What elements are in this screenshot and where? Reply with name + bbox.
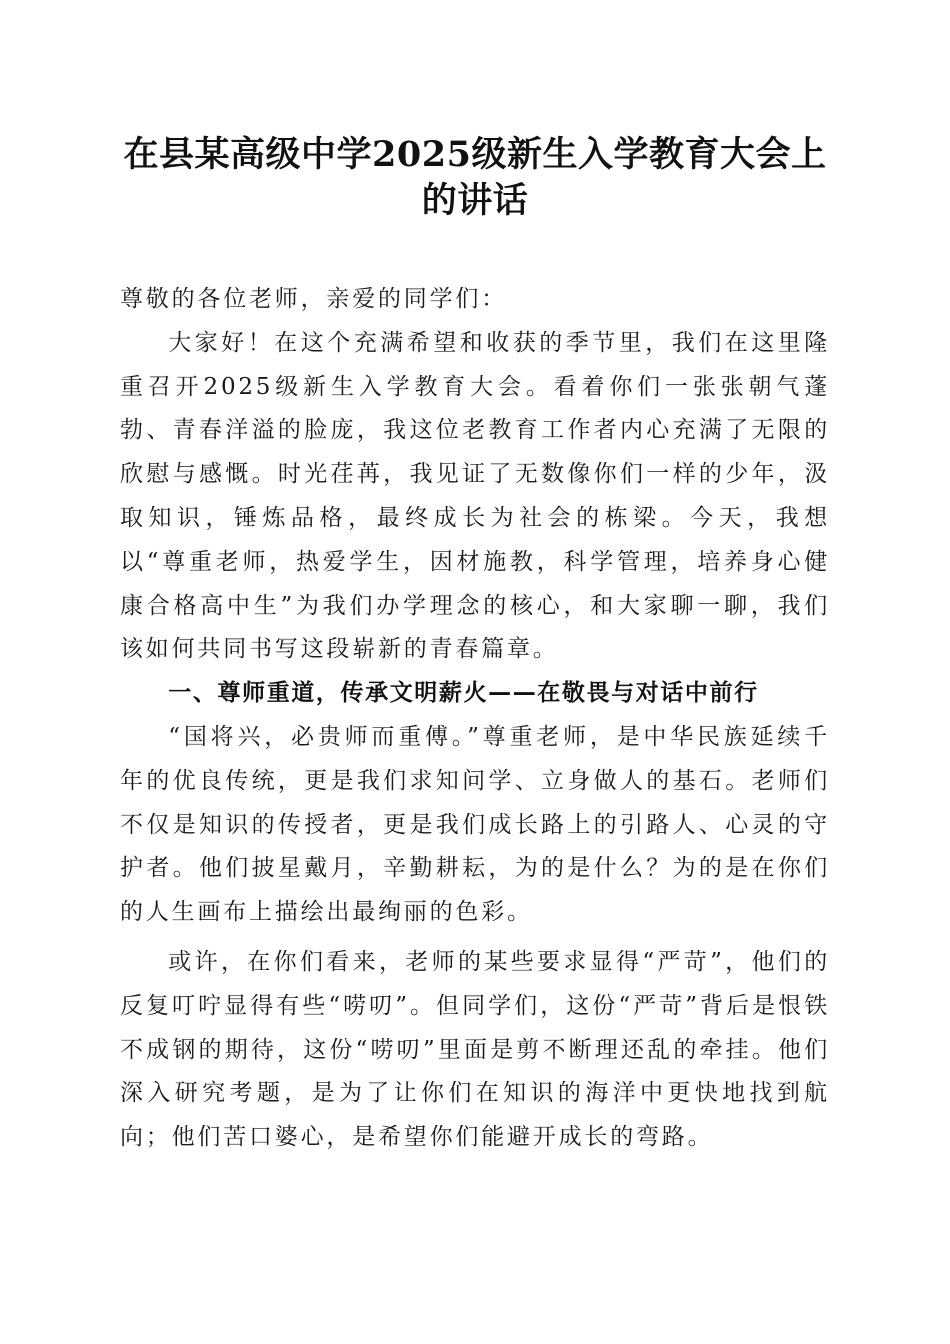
salutation: 尊敬的各位老师，亲爱的同学们：: [120, 286, 507, 312]
paragraph-opening: 大家好！在这个充满希望和收获的季节里，我们在这里隆重召开2025级新生入学教育大会。看着你们一张张朝气蓬勃、青春洋溢的脸庞，我这位老教育工作者内心充满了无限的欣慰与感慨。时光荏苒，我见证了无数像你们一样的少年，汲取知识，锤炼品格，最终成长为社会的栋梁。今天，我想以“尊重老师，热爱学生，因材施教，科学管理，培养身心健康合格高中生”为我们办学理念的核心，和大家聊一聊，我们该如何共同书写这段崭新的青春篇章。: [120, 329, 830, 663]
document-body: [120, 278, 830, 1160]
paragraph-respect-teachers: “国将兴，必贵师而重傅。”尊重老师，是中华民族延续千年的优良传统，更是我们求知问学、立身做人的基石。老师们不仅是知识的传授者，更是我们成长路上的引路人、心灵的守护者。他们披星戴月，辛勤耕耘，为的是什么？为的是在你们的人生画布上描绘出最绚丽的色彩。: [120, 723, 830, 926]
document-title: 在县某高级中学2025级新生入学教育大会上的讲话: [123, 134, 827, 221]
paragraph-strict-teachers: 或许，在你们看来，老师的某些要求显得“严苛”，他们的反复叮咛显得有些“唠叨”。但同学们，这份“严苛”背后是恨铁不成钢的期待，这份“唠叨”里面是剪不断理还乱的牵挂。他们深入研究考题，是为了让你们在知识的海洋中更快地找到航向；他们苦口婆心，是希望你们能避开成长的弯路。: [120, 948, 830, 1151]
section-heading: 一、尊师重道，传承文明薪火——在敬畏与对话中前行: [168, 680, 759, 707]
